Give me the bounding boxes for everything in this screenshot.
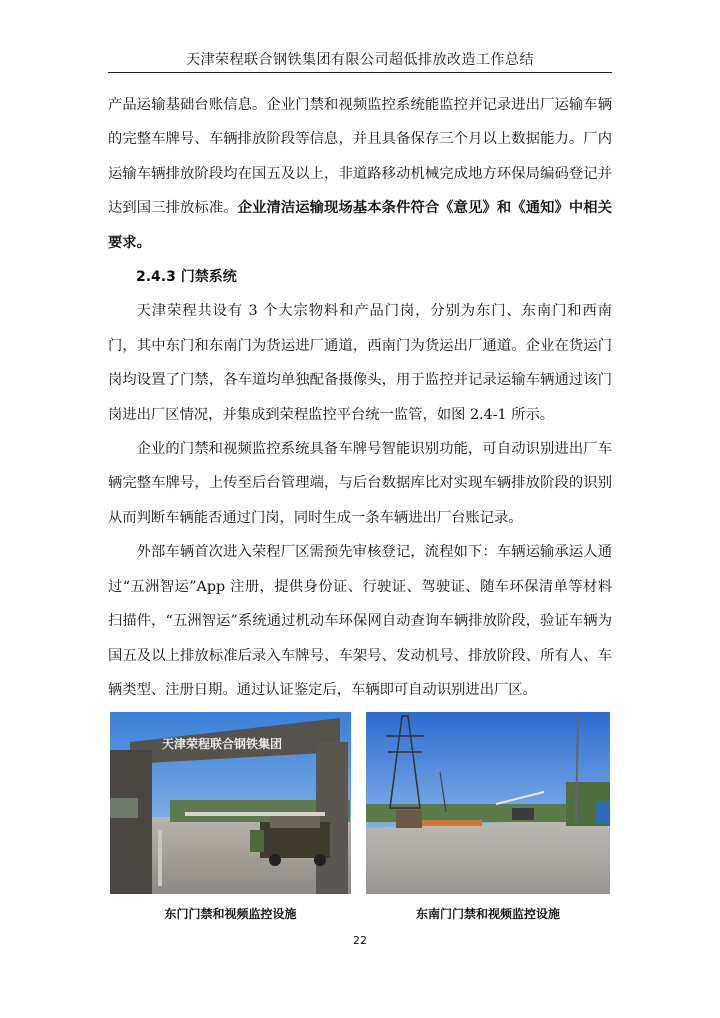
southeast-gate-caption: 东南门门禁和视频监控设施 <box>415 907 560 921</box>
document-body <box>108 88 612 707</box>
header-divider <box>108 72 612 73</box>
page-header-title: 天津荣程联合钢铁集团有限公司超低排放改造工作总结 <box>186 52 534 68</box>
paragraph-1-bold-text: 企业清洁运输现场基本条件符合《意见》和《通知》中相关要求。 <box>108 200 613 251</box>
southeast-gate-photo <box>366 712 610 894</box>
east-gate-photo <box>110 712 351 894</box>
paragraph-1 <box>108 88 612 260</box>
paragraph-2: 天津荣程共设有 3 个大宗物料和产品门岗，分别为东门、东南门和西南门，其中东门和东南门为货运进厂通道，西南门为货运出厂通道。企业在货运门岗均设置了门禁，各车道均单独配备摄像头，用于监控并记录运输车辆通过该门岗进出厂区情况，并集成到荣程监控平台统一监管，如图 2.4-1 所示。 <box>108 303 612 423</box>
paragraph-1-text: 产品运输基础台账信息。企业门禁和视频监控系统能监控并记录进出厂运输车辆的完整车牌号、车辆排放阶段等信息，并且具备保存三个月以上数据能力。厂内运输车辆排放阶段均在国五及以上，非道路移动机械完成地方环保局编码登记并达到国三排放标准。 <box>108 97 612 217</box>
paragraph-3: 企业的门禁和视频监控系统具备车牌号智能识别功能，可自动识别进出厂车辆完整车牌号，上传至后台管理端，与后台数据库比对实现车辆排放阶段的识别从而判断车辆能否通过门岗，同时生成一条车辆进出厂台账记录。 <box>108 441 612 526</box>
gate-sign-text: 天津荣程联合钢铁集团 <box>162 737 283 751</box>
page-number: 22 <box>353 934 367 947</box>
section-heading: 2.4.3 门禁系统 <box>136 269 237 286</box>
paragraph-4: 外部车辆首次进入荣程厂区需预先审核登记，流程如下：车辆运输承运人通过“五洲智运”App 注册，提供身份证、行驶证、驾驶证、随车环保清单等材料扫描件，“五洲智运”系统通过机动车环保网自动查询车辆排放阶段，验证车辆为国五及以上排放标准后录入车牌号、车架号、发动机号、排放阶段、所有人、车辆类型、注册日期。通过认证鉴定后，车辆即可自动识别进出厂区。 <box>108 544 612 698</box>
east-gate-caption: 东门门禁和视频监控设施 <box>164 907 297 921</box>
